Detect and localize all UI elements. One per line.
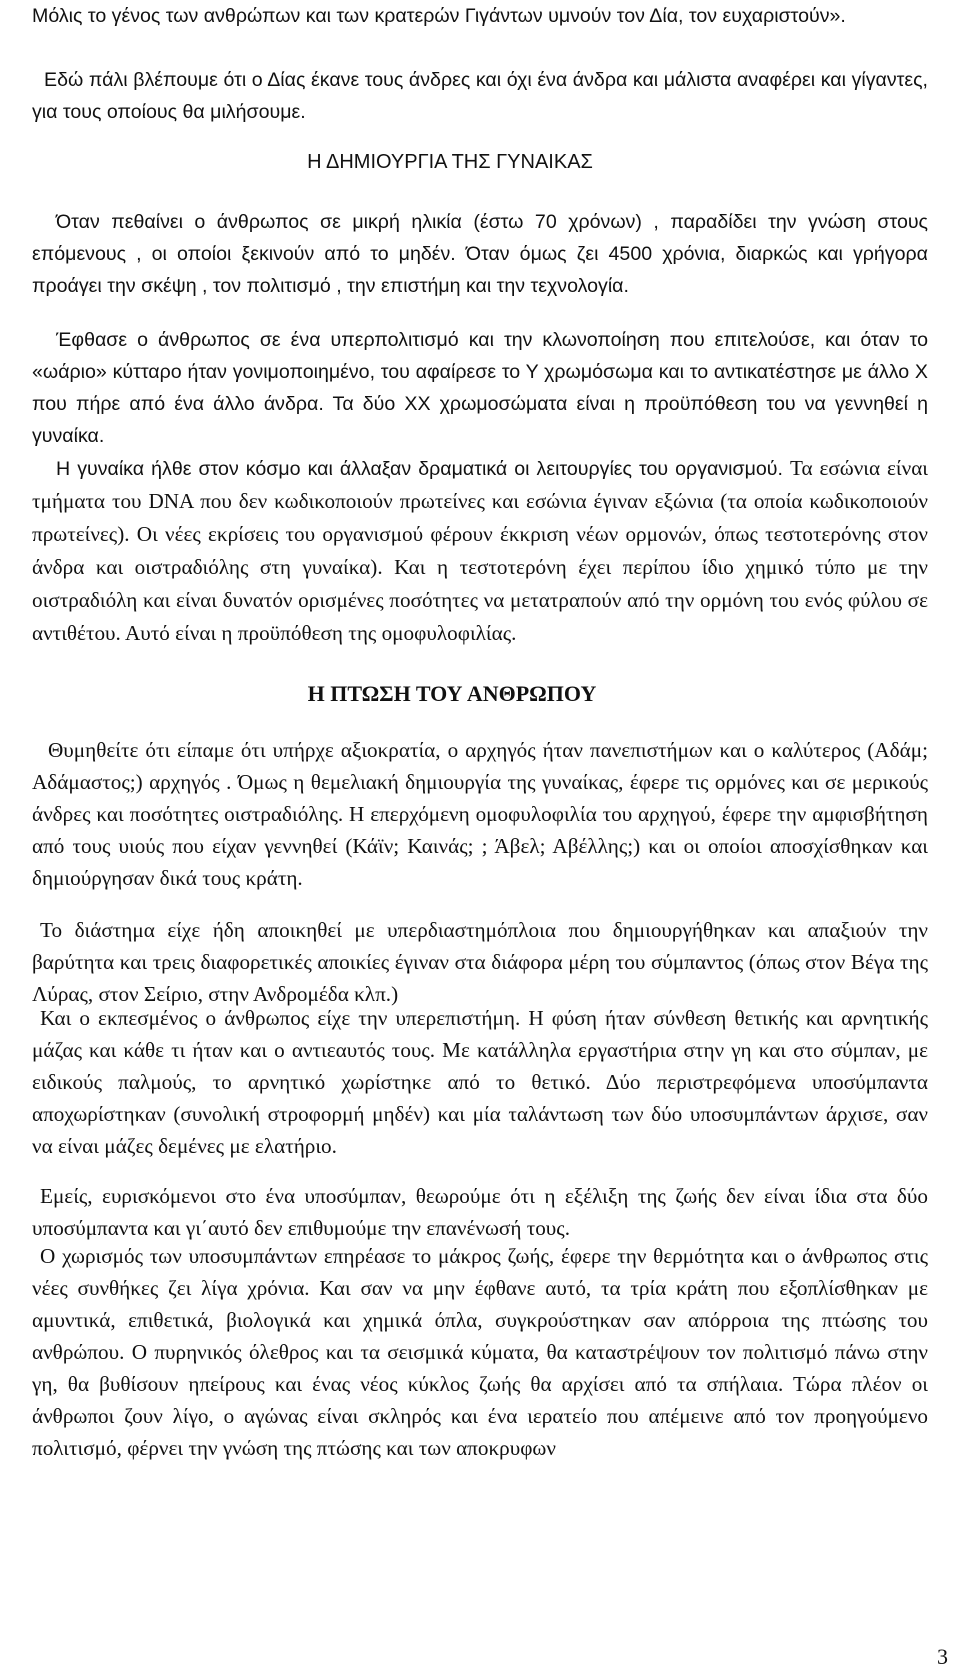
section2-text-5: Ο χωρισμός των υποσυμπάντων επηρέασε το μάκρος ζωής, έφερε την θερμότητα και ο άνθρωπος στις νέες συνθήκες ζει λίγα χρόνια. Και σαν να μην έφθανε αυτό, τα τρία κράτη που εξοπλίσθηκαν με αμυντικά, επιθετικά, βιολογικά και χημικά όπλα, συγκρούστηκαν σαν απόρροια της πτώσης του ανθρώπου. Ο πυρηνικός όλεθρος και τα σεισμικά κύματα, θα καταστρέψουν τον πολιτισμό πάνω στην γη, θα βυθίσουν ηπείρους και ένας νέος κύκλος ζωής θα αρχίσει από τα σπήλαια. Τώρα πλέον οι άνθρωποι ζουν λίγο, ο αγώνας είναι σκληρός και ένα ιερατείο που απέμεινε από τον προηγούμενο πολιτισμό, φέρνει την γνώση της πτώσης και των αποκρυφων — [32, 1244, 928, 1460]
section2-text-4: Εμείς, ευρισκόμενοι στο ένα υποσύμπαν, θεωρούμε ότι η εξέλιξη της ζωής δεν είναι ίδια στα δύο υποσύμπαντα και γι΄αυτό δεν επιθυμούμε την επανένωσή τους. — [32, 1184, 928, 1240]
section-heading-fall: Η ΠΤΩΣΗ ΤΟΥ ΑΝΘΡΩΠΟΥ — [307, 681, 597, 706]
section1-paragraph-2 — [32, 324, 928, 452]
section2-paragraph-5 — [32, 1240, 928, 1464]
intro-paragraph-2 — [32, 64, 928, 128]
intro-text-2: Εδώ πάλι βλέπουμε ότι ο Δίας έκανε τους άνδρες και όχι ένα άνδρα και μάλιστα αναφέρει και γίγαντες, για τους οποίους θα μιλήσουμε. — [32, 69, 928, 123]
section2-paragraph-2 — [32, 914, 928, 1010]
section1-text-2: Έφθασε ο άνθρωπος σε ένα υπερπολιτισμό και την κλωνοποίηση που επιτελούσε, και όταν το «ωάριο» κύτταρο ήταν γονιμοποιημένο, του αφαίρεσε το Υ χρωμόσωμα και το αντικατέστησε με άλλο Χ που πήρε από ένα άλλο άνδρα. Τα δύο ΧΧ χρωμοσώματα είναι η προϋπόθεση του να γεννηθεί η γυναίκα. — [32, 329, 928, 447]
page-number: 3 — [937, 1644, 948, 1669]
section1-text-1: Όταν πεθαίνει ο άνθρωπος σε μικρή ηλικία (έστω 70 χρόνων) , παραδίδει την γνώση στους επόμενους , οι οποίοι ξεκινούν από το μηδέν. Όταν όμως ζει 4500 χρόνια, διαρκώς και γρήγορα προάγει την σκέψη , τον πολιτισμό , την επιστήμη και την τεχνολογία. — [32, 211, 928, 297]
section1-paragraph-1 — [32, 206, 928, 302]
intro-text-1: Μόλις το γένος των ανθρώπων και των κρατερών Γιγάντων υμνούν τον Δία, τον ευχαριστούν». — [32, 5, 846, 27]
section2-text-1: Θυμηθείτε ότι είπαμε ότι υπήρχε αξιοκρατία, ο αρχηγός ήταν πανεπιστήμων και ο καλύτερος (Αδάμ; Αδάμαστος;) αρχηγός . Όμως η θεμελιακή δημιουργία της γυναίκας, έφερε τις ορμόνες και σε μερικούς άνδρες και ποσότητες οιστραδιόλης. Η επερχόμενη ομοφυλοφιλία του αρχηγού, έφερε την αμφισβήτηση από τους υιούς που είχαν γεννηθεί (Κάϊν; Καινάς; ; Άβελ; Αβέλλης;) και οι οποίοι αποσχίσθηκαν και δημιούργησαν δικά τους κράτη. — [32, 738, 928, 890]
section2-paragraph-1 — [32, 734, 928, 894]
section2-paragraph-4 — [32, 1180, 928, 1244]
section1-paragraph-3 — [32, 452, 928, 650]
section2-text-2: Το διάστημα είχε ήδη αποικηθεί με υπερδιαστημόπλοια που δημιουργήθηκαν και απαξιούν την βαρύτητα και τρεις διαφορετικές αποικίες έγιναν στα διάφορα μέρη του σύμπαντος (όπως στον Βέγα της Λύρας, στον Σείριο, στην Ανδρομέδα κλπ.) — [32, 918, 928, 1006]
section2-paragraph-3 — [32, 1002, 928, 1162]
section1-text-3a: Η γυναίκα ήλθε στον κόσμο και άλλαξαν δραματικά οι λειτουργίες του οργανισμού. — [56, 458, 783, 480]
section-heading-creation: Η ΔΗΜΙΟΥΡΓΙΑ ΤΗΣ ΓΥΝΑΙΚΑΣ — [307, 151, 593, 173]
section1-text-3b: Τα εσώνια είναι τμήματα του DNA που δεν κωδικοποιούν πρωτείνες και εσώνια έγιναν εξώνια (τα οποία κωδικοποιούν πρωτείνες). Οι νέες εκρίσεις του οργανισμού φέρουν έκκριση νέων ορμονών, όπως τεστοτερόνης στον άνδρα και οιστραδιόλης στη γυναίκα). Και η τεστοτερόνη έχει περίπου ίδιο χημικό τύπο με την οιστραδιόλη και είναι δυνατόν ορισμένες ποσότητες να μετατραπούν από την ορμόνη του ενός φύλου σε αντιθέτου. Αυτό είναι η προϋπόθεση της ομοφυλοφιλίας. — [32, 456, 928, 645]
intro-paragraph-1 — [32, 0, 928, 32]
section2-text-3: Και ο εκπεσμένος ο άνθρωπος είχε την υπερεπιστήμη. Η φύση ήταν σύνθεση θετικής και αρνητικής μάζας και κάθε τι ήταν και ο αντιεαυτός τους. Με κατάλληλα εργαστήρια στην γη και στο σύμπαν, με ειδικούς παλμούς, το αρνητικό χωρίστηκε από το θετικό. Δύο περιστρεφόμενα υποσύμπαντα αποχωρίστηκαν (συνολική στροφορμή μηδέν) και μία ταλάντωση των δύο υποσυμπάντων άρχισε, σαν να είναι μάζες δεμένες με ελατήριο. — [32, 1006, 928, 1158]
